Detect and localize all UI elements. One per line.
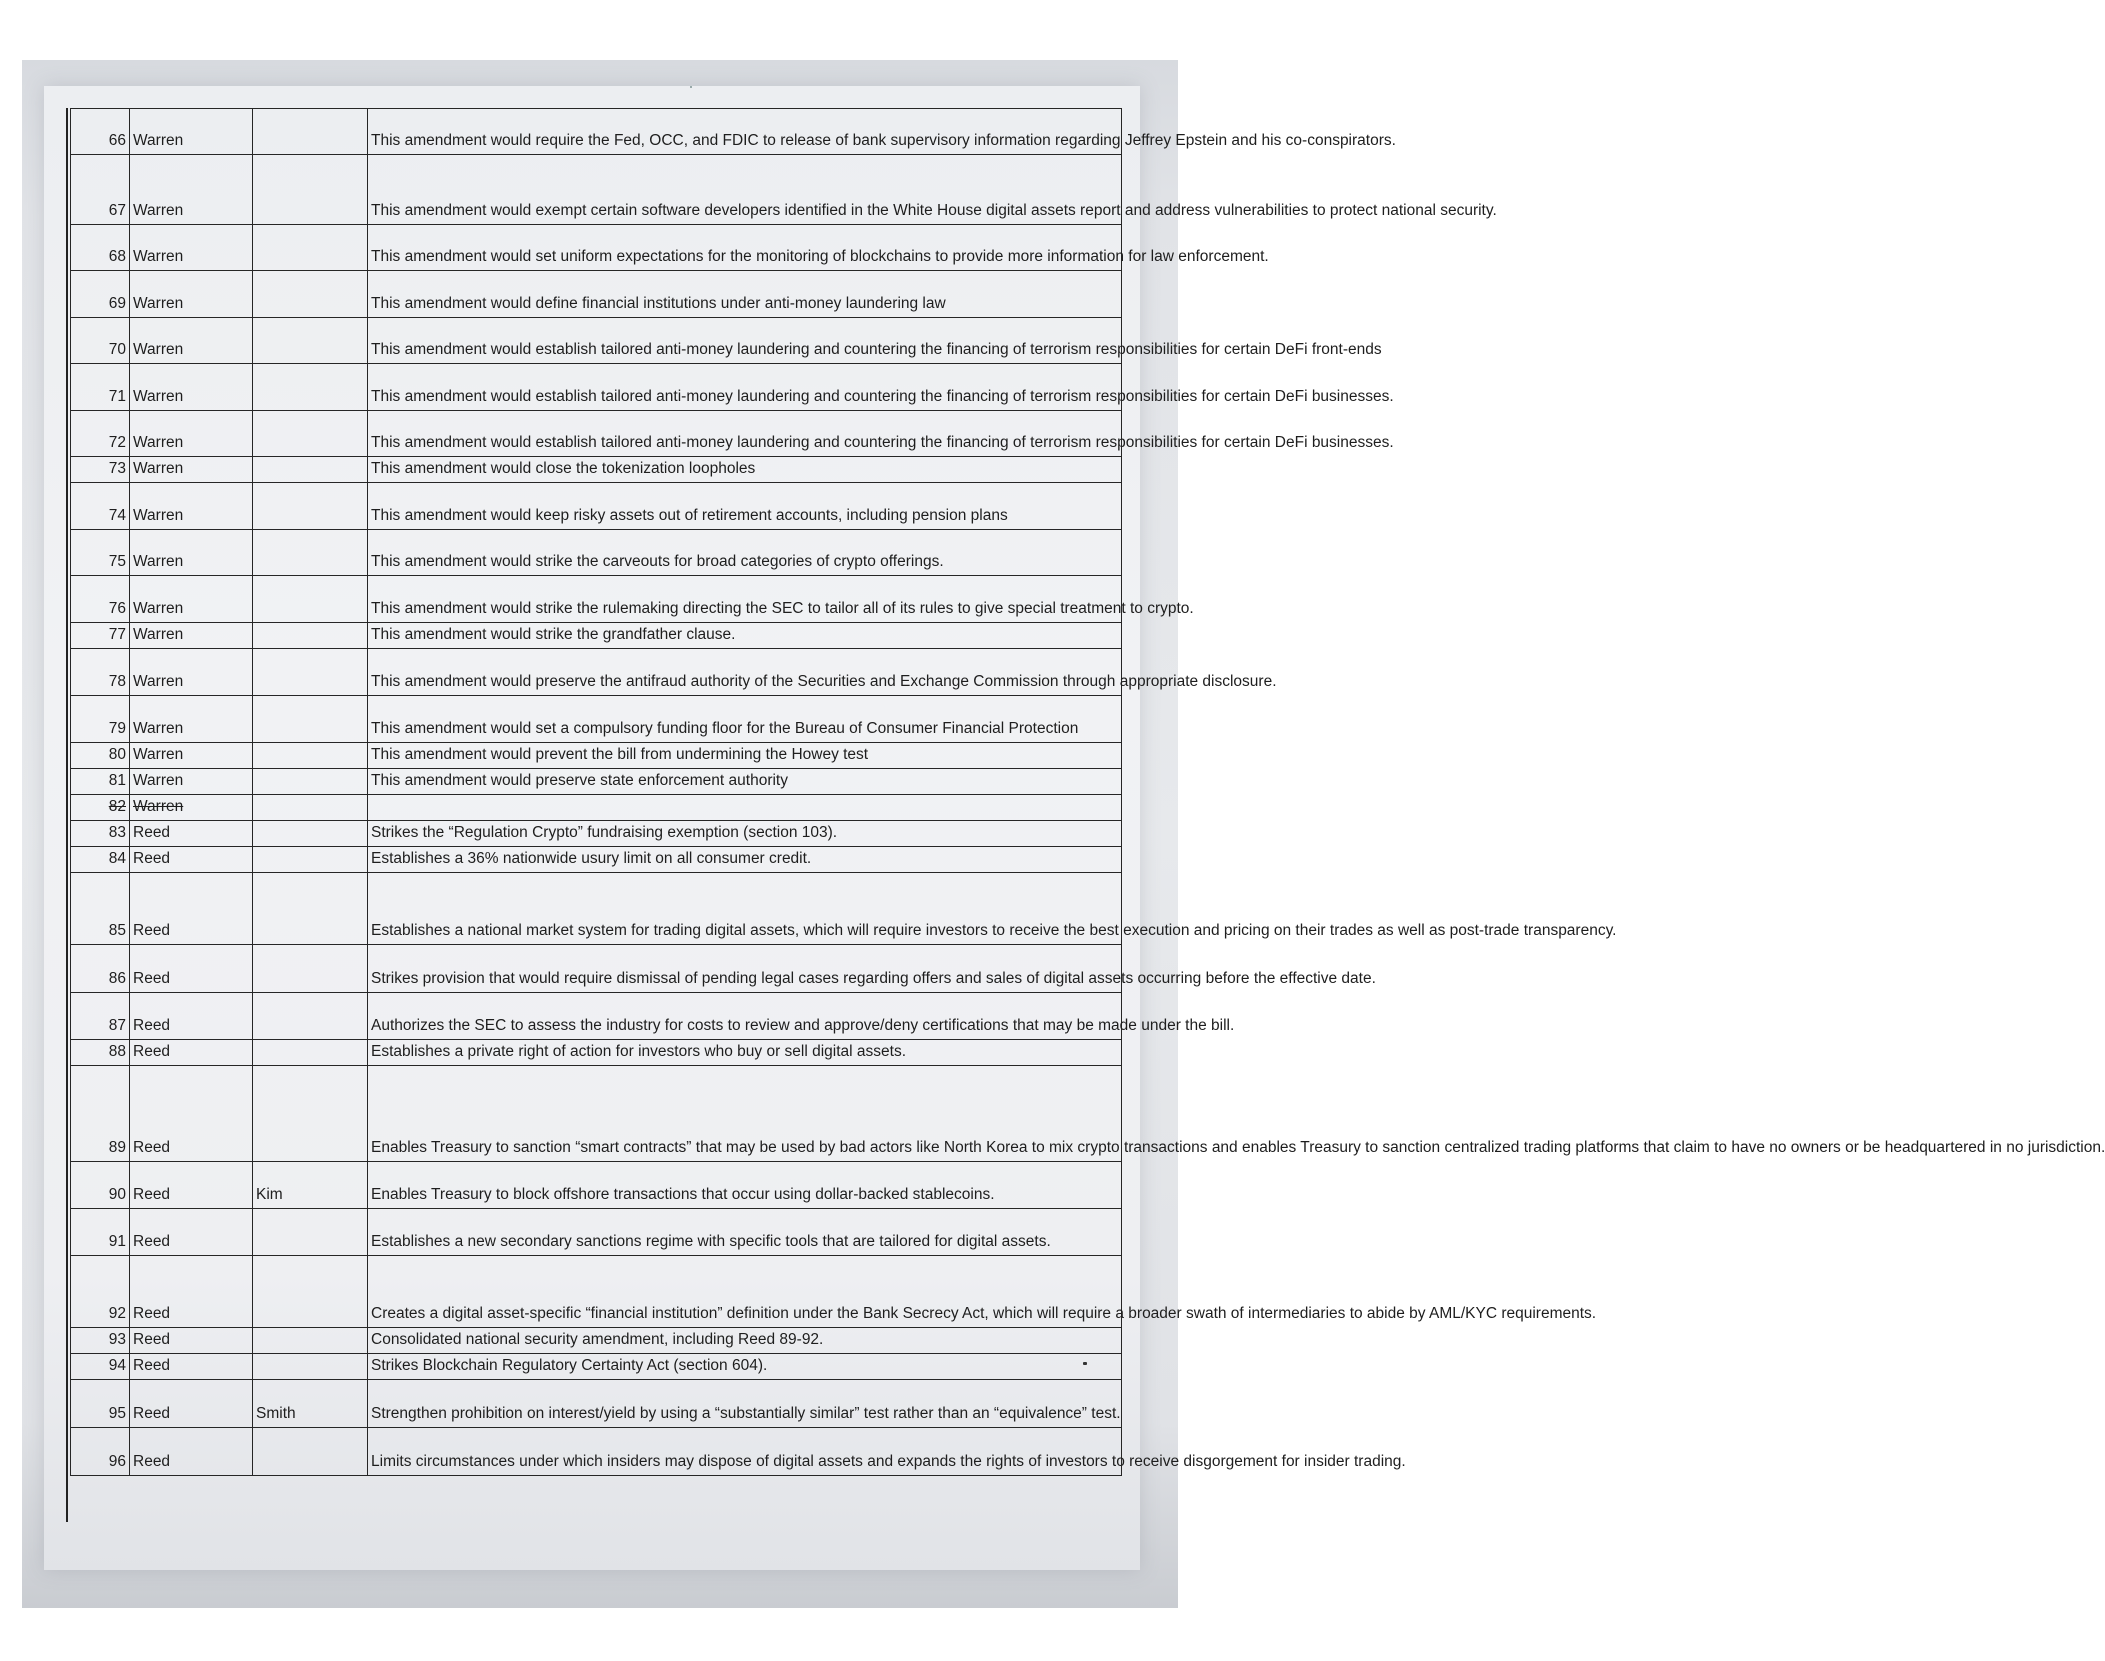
table-row [71,318,1122,364]
table-row [71,530,1122,576]
sponsor: Warren [130,649,253,696]
table-row [71,1040,1122,1066]
cosponsor [253,945,368,993]
amendment-number: 93 [71,1328,130,1354]
amendment-description: Consolidated national security amendment, including Reed 89-92. [368,1328,1122,1354]
sponsor: Warren [130,109,253,155]
cosponsor [253,743,368,769]
cosponsor [253,109,368,155]
struck-sponsor: Warren [133,798,184,815]
sponsor: Reed [130,1428,253,1476]
amendment-description: This amendment would strike the carveouts for broad categories of crypto offerings. [368,530,1122,576]
amendment-description: This amendment would set uniform expectations for the monitoring of blockchains to provide more information for law enforcement. [368,225,1122,271]
cosponsor [253,364,368,411]
amendment-number: 67 [71,155,130,225]
sponsor: Warren [130,225,253,271]
table-row [71,1354,1122,1380]
amendment-description: This amendment would require the Fed, OCC, and FDIC to release of bank supervisory information regarding Jeffrey Epstein and his co-conspirators. [368,109,1122,155]
sponsor: Warren [130,483,253,530]
amendment-description: Strikes provision that would require dismissal of pending legal cases regarding offers and sales of digital assets occurring before the effective date. [368,945,1122,993]
sponsor: Warren [130,576,253,623]
amendment-description: Establishes a 36% nationwide usury limit on all consumer credit. [368,847,1122,873]
sponsor: Reed [130,847,253,873]
sponsor: Reed [130,1328,253,1354]
sponsor: Warren [130,411,253,457]
sponsor: Reed [130,873,253,945]
amendment-number: 84 [71,847,130,873]
sponsor [130,795,253,821]
amendment-number: 92 [71,1256,130,1328]
amendment-number: 69 [71,271,130,318]
table-row [71,847,1122,873]
sponsor: Warren [130,271,253,318]
cosponsor [253,1328,368,1354]
table-row [71,696,1122,743]
amendment-number: 87 [71,993,130,1040]
amendment-description: This amendment would establish tailored anti-money laundering and countering the financing of terrorism responsibilities for certain DeFi businesses. [368,364,1122,411]
amendment-description: This amendment would set a compulsory funding floor for the Bureau of Consumer Financial Protection [368,696,1122,743]
amendment-number [71,795,130,821]
amendment-number: 66 [71,109,130,155]
cosponsor [253,795,368,821]
table-row [71,769,1122,795]
table-outer-border [66,108,68,1522]
amendment-number: 96 [71,1428,130,1476]
cosponsor [253,1209,368,1256]
table-row [71,873,1122,945]
cosponsor [253,271,368,318]
amendment-number: 95 [71,1380,130,1428]
table-row [71,649,1122,696]
amendment-number: 75 [71,530,130,576]
amendment-description: Establishes a private right of action for investors who buy or sell digital assets. [368,1040,1122,1066]
table-row [71,155,1122,225]
amendment-description: This amendment would exempt certain software developers identified in the White House digital assets report and address vulnerabilities to protect national security. [368,155,1122,225]
cosponsor [253,576,368,623]
cosponsor [253,530,368,576]
cosponsor [253,993,368,1040]
cosponsor [253,821,368,847]
amendment-description: Enables Treasury to sanction “smart contracts” that may be used by bad actors like North Korea to mix crypto transactions and enables Treasury to sanction centralized trading platforms that claim to have no owners or be headquartered in no jurisdiction. [368,1066,1122,1162]
table-row [71,623,1122,649]
amendment-description: This amendment would strike the rulemaking directing the SEC to tailor all of its rules to give special treatment to crypto. [368,576,1122,623]
sponsor: Reed [130,1066,253,1162]
table-row [71,1428,1122,1476]
cosponsor [253,411,368,457]
amendment-description: This amendment would establish tailored anti-money laundering and countering the financing of terrorism responsibilities for certain DeFi front-ends [368,318,1122,364]
cosponsor [253,873,368,945]
table-row [71,1066,1122,1162]
cosponsor [253,769,368,795]
sponsor: Warren [130,623,253,649]
sponsor: Reed [130,821,253,847]
table-row [71,576,1122,623]
amendment-description: Limits circumstances under which insiders may dispose of digital assets and expands the rights of investors to receive disgorgement for insider trading. [368,1428,1122,1476]
cosponsor [253,649,368,696]
amendment-number: 94 [71,1354,130,1380]
sponsor: Reed [130,945,253,993]
amendment-number: 85 [71,873,130,945]
amendment-description: Strikes Blockchain Regulatory Certainty Act (section 604). [368,1354,1122,1380]
cosponsor [253,483,368,530]
paper-mark [1083,1362,1087,1365]
sponsor: Reed [130,1209,253,1256]
table-row [71,945,1122,993]
amendment-description: This amendment would define financial institutions under anti-money laundering law [368,271,1122,318]
sponsor: Warren [130,696,253,743]
table-row [71,271,1122,318]
cosponsor [253,155,368,225]
cosponsor [253,847,368,873]
table-row [71,1380,1122,1428]
amendment-description: This amendment would establish tailored anti-money laundering and countering the financing of terrorism responsibilities for certain DeFi businesses. [368,411,1122,457]
sponsor: Warren [130,457,253,483]
amendment-number: 86 [71,945,130,993]
struck-number: 82 [108,798,126,815]
amendment-description [368,795,1122,821]
table-row [71,1328,1122,1354]
amendment-description: This amendment would prevent the bill from undermining the Howey test [368,743,1122,769]
amendment-description: This amendment would preserve the antifraud authority of the Securities and Exchange Commission through appropriate disclosure. [368,649,1122,696]
sponsor: Warren [130,530,253,576]
cosponsor [253,1428,368,1476]
amendment-number: 80 [71,743,130,769]
sponsor: Reed [130,993,253,1040]
sponsor: Warren [130,769,253,795]
cosponsor: Smith [253,1380,368,1428]
amendment-number: 90 [71,1162,130,1209]
table-row [71,1209,1122,1256]
sponsor: Reed [130,1256,253,1328]
amendment-number: 78 [71,649,130,696]
amendment-number: 79 [71,696,130,743]
amendment-number: 73 [71,457,130,483]
amendment-description: Strengthen prohibition on interest/yield by using a “substantially similar” test rather than an “equivalence” test. [368,1380,1122,1428]
amendment-description: This amendment would preserve state enforcement authority [368,769,1122,795]
amendment-number: 88 [71,1040,130,1066]
table-row [71,411,1122,457]
cosponsor [253,457,368,483]
cosponsor [253,225,368,271]
table-row [71,225,1122,271]
amendment-description: This amendment would close the tokenization loopholes [368,457,1122,483]
table-row [71,1256,1122,1328]
table-row [71,1162,1122,1209]
amendment-number: 77 [71,623,130,649]
amendment-number: 70 [71,318,130,364]
amendment-number: 81 [71,769,130,795]
cosponsor [253,1066,368,1162]
amendment-description: Establishes a new secondary sanctions regime with specific tools that are tailored for digital assets. [368,1209,1122,1256]
amendment-description: This amendment would strike the grandfather clause. [368,623,1122,649]
paper-speck [690,86,692,88]
cosponsor: Kim [253,1162,368,1209]
amendment-number: 76 [71,576,130,623]
table-row [71,993,1122,1040]
amendment-description: Strikes the “Regulation Crypto” fundraising exemption (section 103). [368,821,1122,847]
table-row-withdrawn [71,795,1122,821]
sponsor: Warren [130,155,253,225]
table-row [71,743,1122,769]
table-row [71,821,1122,847]
amendment-number: 74 [71,483,130,530]
cosponsor [253,696,368,743]
table-row [71,483,1122,530]
table-row [71,109,1122,155]
cosponsor [253,1040,368,1066]
amendment-table [70,108,2105,1476]
sponsor: Reed [130,1380,253,1428]
cosponsor [253,1354,368,1380]
cosponsor [253,623,368,649]
amendment-description: Establishes a national market system for trading digital assets, which will require investors to receive the best execution and pricing on their trades as well as post-trade transparency. [368,873,1122,945]
cosponsor [253,1256,368,1328]
amendment-description: Creates a digital asset-specific “financial institution” definition under the Bank Secrecy Act, which will require a broader swath of intermediaries to abide by AML/KYC requirements. [368,1256,1122,1328]
table-row [71,457,1122,483]
sponsor: Warren [130,743,253,769]
amendment-description: Authorizes the SEC to assess the industry for costs to review and approve/deny certifications that may be made under the bill. [368,993,1122,1040]
amendment-number: 91 [71,1209,130,1256]
amendment-number: 89 [71,1066,130,1162]
cosponsor [253,318,368,364]
sponsor: Warren [130,364,253,411]
amendment-number: 68 [71,225,130,271]
amendment-number: 83 [71,821,130,847]
sponsor: Reed [130,1040,253,1066]
amendment-description: Enables Treasury to block offshore transactions that occur using dollar-backed stablecoins. [368,1162,1122,1209]
sponsor: Reed [130,1162,253,1209]
sponsor: Warren [130,318,253,364]
amendment-description: This amendment would keep risky assets out of retirement accounts, including pension plans [368,483,1122,530]
sponsor: Reed [130,1354,253,1380]
amendment-number: 71 [71,364,130,411]
amendment-number: 72 [71,411,130,457]
table-row [71,364,1122,411]
